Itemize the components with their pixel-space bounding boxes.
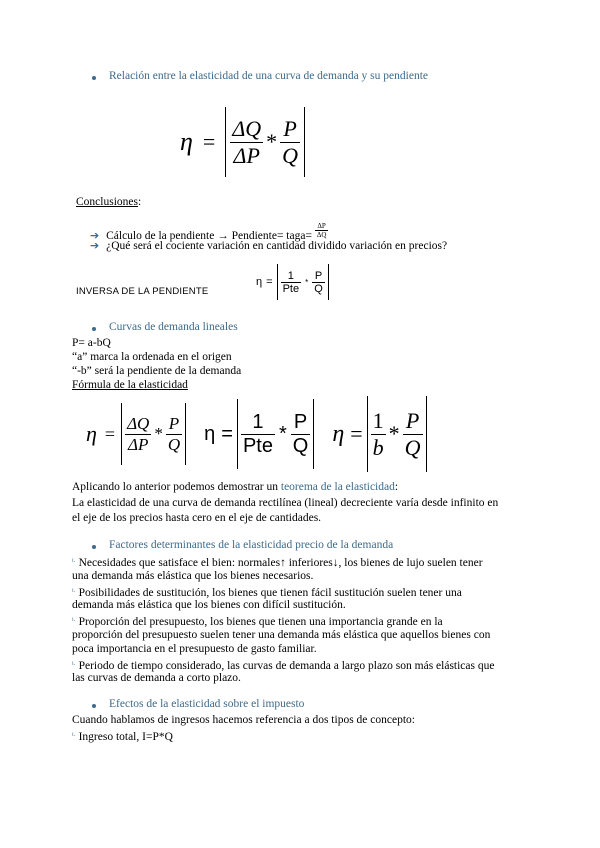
section-heading-lineales: Curvas de demanda lineales xyxy=(109,321,238,333)
absolute-value-bars: $\frac{\Delta Q}{\Delta P}$ * $\frac{P}{Q}$ xyxy=(121,403,186,465)
eta-symbol: η xyxy=(204,422,216,445)
conclusion-item-question: ➔ ¿Qué será el cociente variación en cantidad dividido variación en precios? xyxy=(90,239,448,252)
formula-inverse-slope xyxy=(256,264,329,300)
inverse-slope-label: INVERSA DE LA PENDIENTE xyxy=(76,286,209,297)
absolute-value-bars xyxy=(225,107,305,177)
eta-symbol: η xyxy=(256,276,263,288)
equals-sign: = xyxy=(104,423,116,444)
theorem-link[interactable]: teorema de la elasticidad xyxy=(280,481,395,493)
factor-item: $^{ı.}$ Necesidades que satisface el bien: normales↑ inferiores↓, los bienes de lujo suelen tener xyxy=(72,557,483,569)
linear-a-description: “a” marca la ordenada en el origen xyxy=(72,351,232,363)
equals-sign: = xyxy=(266,276,273,288)
factor-item-cont: demanda más elástica que los bienes con difícil sustitución. xyxy=(72,599,346,611)
theorem-intro: Aplicando lo anterior podemos demostrar un teorema de la elasticidad: xyxy=(72,481,399,493)
theorem-line-2: el eje de los precios hasta cero en el eje de cantidades. xyxy=(72,512,322,524)
factor-item-cont: una demanda más elástica que los bienes necesarios. xyxy=(72,570,314,582)
section-heading-relacion: Relación entre la elasticidad de una curva de demanda y su pendiente xyxy=(109,70,428,82)
delta-p: ΔP xyxy=(230,142,263,169)
factor-item: $^{ı.}$ Proporción del presupuesto, los bienes que tienen una importancia grande en la xyxy=(72,616,443,628)
arrow-right-icon: ➔ xyxy=(90,229,100,242)
times-sign: * xyxy=(266,129,278,154)
linear-equation: P= a-bQ xyxy=(72,337,111,349)
bullet-dot xyxy=(92,327,96,331)
factor-item: $^{ı.}$ Posibilidades de sustitución, los bienes que tienen fácil sustitución suelen tener una xyxy=(72,587,462,599)
theorem-line-1: La elasticidad de una curva de demanda rectilínea (lineal) decreciente varía desde infinito en xyxy=(72,497,499,509)
factor-item-cont: proporción del presupuesto suelen tener una demanda más elástica que aquellos bienes con xyxy=(72,629,491,641)
formula-elasticity-forms xyxy=(86,394,427,474)
q-variable: Q xyxy=(282,142,299,168)
equals-sign: = xyxy=(202,129,216,154)
eta-symbol: η xyxy=(86,421,97,446)
equals-sign: = xyxy=(221,422,233,445)
tax-item: $^{ı.}$ Ingreso total, I=P*Q xyxy=(72,731,173,743)
conclusion-item-slope: ➔ Cálculo de la pendiente → Pendiente= taga= $\frac{\Delta P}{\Delta Q}$ xyxy=(90,222,327,242)
linear-b-description: “-b” será la pendiente de la demanda xyxy=(72,365,242,377)
bullet-dot xyxy=(92,545,96,549)
factor-item-cont: las curvas de demanda a corto plazo. xyxy=(72,672,241,684)
factor-item-cont: poca importancia en el presupuesto de gasto familiar. xyxy=(72,643,317,655)
bullet-dot xyxy=(92,76,96,80)
absolute-value-bars: $\frac{1}{b}$ * $\frac{P}{Q}$ xyxy=(367,396,427,472)
delta-q: ΔQ xyxy=(232,115,262,141)
eta-symbol: η xyxy=(332,420,345,447)
section-heading-impuesto: Efectos de la elasticidad sobre el impuesto xyxy=(109,698,305,710)
absolute-value-bars: $\frac{1}{\text{Pte}}$ * $\frac{P}{Q}$ xyxy=(277,264,329,300)
section-heading-factores: Factores determinantes de la elasticidad precio de la demanda xyxy=(109,539,394,551)
equals-sign: = xyxy=(350,421,363,446)
mini-fraction: $\frac{\Delta P}{\Delta Q}$ xyxy=(316,222,327,239)
absolute-value-bars: $\frac{1}{\text{Pte}}$ * $\frac{P}{Q}$ xyxy=(237,399,314,469)
tax-intro: Cuando hablamos de ingresos hacemos referencia a dos tipos de concepto: xyxy=(72,714,415,726)
bullet-dot xyxy=(92,704,96,708)
formula-title: Fórmula de la elasticidad xyxy=(72,379,188,391)
arrow-right-icon: ➔ xyxy=(90,239,100,252)
conclusions-label: Conclusiones: xyxy=(76,196,142,208)
p-variable: P xyxy=(283,115,297,141)
eta-symbol: η xyxy=(180,127,193,156)
formula-elasticity-slope xyxy=(180,106,305,178)
factor-item: $^{ı.}$ Periodo de tiempo considerado, las curvas de demanda a largo plazo son más elásticas que xyxy=(72,660,495,672)
